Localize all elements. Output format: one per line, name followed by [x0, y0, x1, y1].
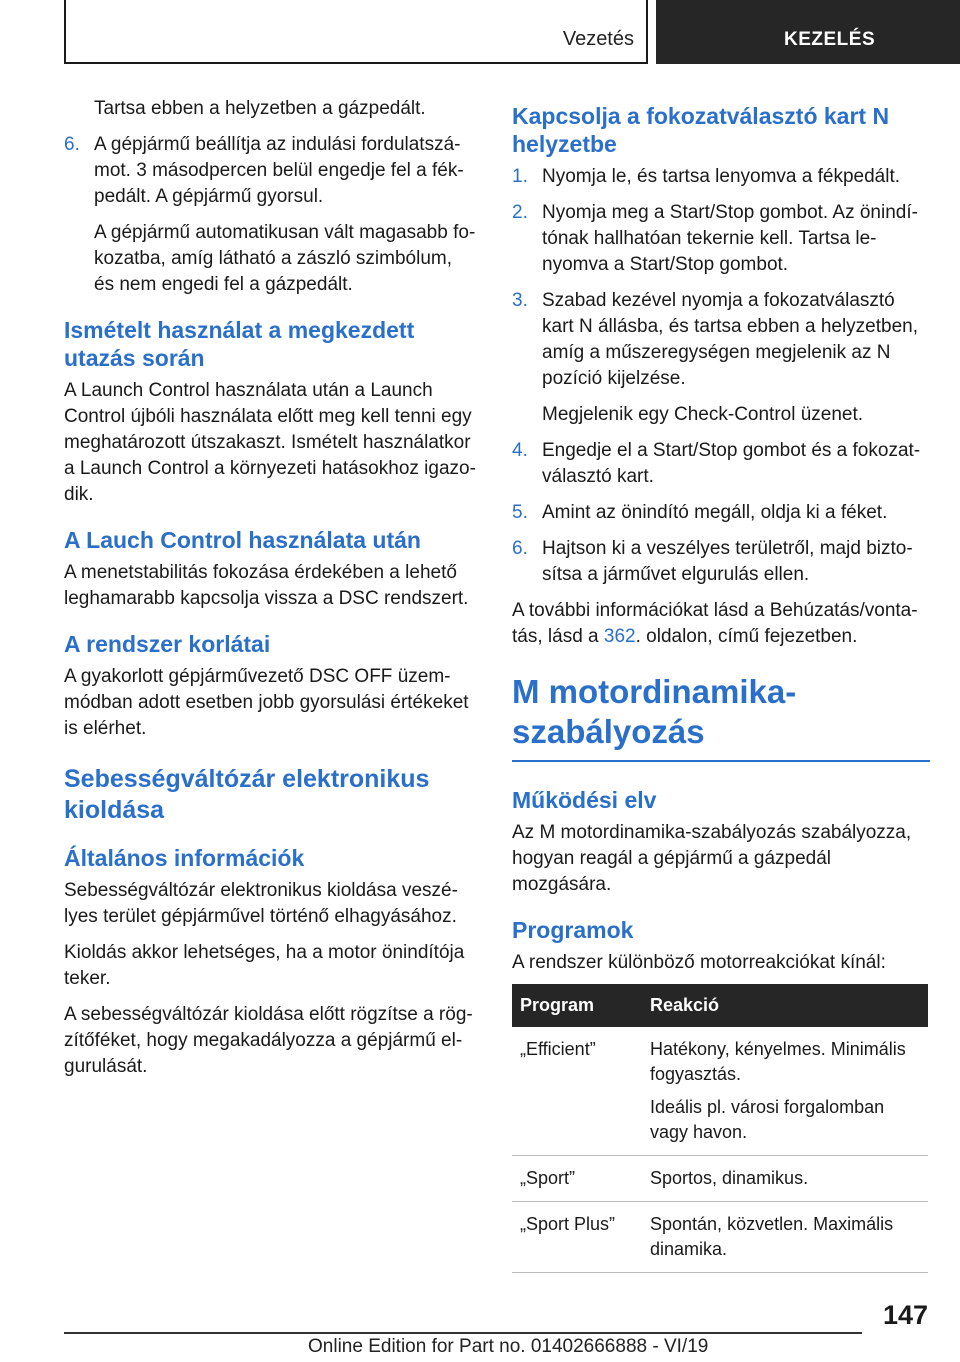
heading-operating-principle: Működési elv	[512, 787, 657, 813]
step-number: 5.	[512, 502, 528, 523]
heading-programs: Programok	[512, 917, 634, 943]
footer-divider	[64, 1332, 862, 1334]
step-text: Nyomja meg a Start/Stop gombot. Az önindítónak hallhatóan tekernie kell. Tartsa lenyomva a Start/Stop gombot.	[542, 202, 918, 275]
column-header-reaction: Reakció	[642, 984, 928, 1027]
step-number: 2.	[512, 202, 528, 223]
step-subtext: A gépjármű automatikusan vált magasabb fokozatba, amíg látható a zászló szimbólum, és nem engedi fel a gázpedált.	[94, 222, 476, 295]
step-number: 4.	[512, 440, 528, 461]
page-reference-link[interactable]: 362	[603, 626, 636, 647]
cell-program: „Sport Plus”	[512, 1202, 642, 1273]
column-header-program: Program	[512, 984, 642, 1027]
step-number: 6.	[512, 538, 528, 559]
reaction-line: Sportos, dinamikus.	[650, 1168, 809, 1188]
table-row	[512, 1027, 928, 1156]
heading-repeated-use: Ismételt használat a megkezdett utazás során	[64, 317, 415, 371]
paragraph-general-3: A sebességváltózár kioldása előtt rögzítse a rögzítőféket, hogy megakadályozza a gépjármű elgurulását.	[64, 1004, 473, 1077]
header-section-title: Vezetés	[562, 28, 634, 50]
programs-table	[512, 984, 928, 1273]
list-item	[64, 132, 476, 298]
paragraph-after-launch: A menetstabilitás fokozása érdekében a lehető leghamarabb kapcsolja vissza a DSC rendszert.	[64, 562, 469, 609]
heading-shift-to-n: Kapcsolja a fokozatválasztó kart N helyzetbe	[512, 103, 890, 157]
list-item	[512, 200, 930, 278]
table-row	[512, 1202, 928, 1273]
step-text: Szabad kezével nyomja a fokozatválasztó kart N állásba, és tartsa ebben a helyzetben, amíg a műszeregységen megjelenik az N pozíció kijelzése.	[542, 290, 919, 389]
header-section-box	[64, 0, 648, 64]
paragraph-hold-pedal: Tartsa ebben a helyzetben a gázpedált.	[94, 98, 426, 119]
reaction-line: Spontán, közvetlen. Maximális dinamika.	[650, 1214, 894, 1259]
step-number: 6.	[64, 134, 80, 155]
footer-edition: Online Edition for Part no. 01402666888 - VI/19	[308, 1336, 709, 1357]
step-text: Hajtson ki a veszélyes területről, majd biztosítsa a járművet elgurulás ellen.	[542, 538, 913, 585]
header-chapter-title: KEZELÉS	[784, 29, 876, 50]
paragraph-more-info	[512, 598, 930, 650]
cell-program: „Sport”	[512, 1156, 642, 1202]
right-column	[512, 96, 930, 1273]
cell-reaction	[642, 1027, 928, 1156]
heading-m-engine-dynamics: M motordinamika-szabályozás	[512, 672, 930, 762]
hand-pointer-icon	[0, 0, 26, 30]
heading-gear-lock-release: Sebességváltózár elektronikus kioldása	[64, 765, 430, 824]
step-subtext: Megjelenik egy Check-Control üzenet.	[542, 404, 864, 425]
more-info-text-end: . oldalon, című fejezetben.	[635, 626, 858, 647]
list-item	[512, 164, 930, 190]
heading-after-launch: A Lauch Control használata után	[64, 527, 421, 553]
cell-reaction	[642, 1202, 928, 1273]
more-info-text: A további információkat lásd a Behúzatás/vontatás, lásd a	[512, 600, 918, 647]
list-item	[512, 438, 930, 490]
step-number: 1.	[512, 166, 528, 187]
step-text: Amint az önindító megáll, oldja ki a féket.	[542, 502, 888, 523]
step-text: A gépjármű beállítja az indulási fordulatszámot. 3 másodpercen belül engedje fel a fékpedált. A gépjármű gyorsul.	[94, 134, 464, 207]
table-row	[512, 1156, 928, 1202]
paragraph-system-limits: A gyakorlott gépjárművezető DSC OFF üzemmódban adott esetben jobb gyorsulási értékeket is elérhet.	[64, 666, 469, 739]
paragraph-operating-principle: Az M motordinamika-szabályozás szabályozza, hogyan reagál a gépjármű a gázpedál mozgására.	[512, 822, 912, 895]
left-column	[64, 96, 476, 1090]
page-number: 147	[882, 1300, 928, 1330]
header-chapter-tab	[656, 0, 960, 64]
heading-system-limits: A rendszer korlátai	[64, 631, 271, 657]
paragraph-programs: A rendszer különböző motorreakciókat kínál:	[512, 952, 886, 973]
cell-reaction	[642, 1156, 928, 1202]
heading-general-info: Általános információk	[64, 845, 305, 871]
list-item	[512, 500, 930, 526]
step-number: 3.	[512, 290, 528, 311]
step-text: Engedje el a Start/Stop gombot és a fokozatválasztó kart.	[542, 440, 921, 487]
reaction-line: Hatékony, kényelmes. Minimális fogyasztás.	[650, 1039, 906, 1084]
paragraph-general-2: Kioldás akkor lehetséges, ha a motor önindítója teker.	[64, 942, 465, 989]
reaction-line: Ideális pl. városi forgalomban vagy havon.	[650, 1097, 885, 1142]
paragraph-repeated-use: A Launch Control használata után a Launch Control újbóli használata előtt meg kell tenni egy meghatározott útszakaszt. Ismételt használatkor a Launch Control a környezeti hatásokhoz igazodik.	[64, 380, 476, 505]
paragraph-general-1: Sebességváltózár elektronikus kioldása veszélyes terület gépjárművel történő elhagyásához.	[64, 880, 458, 927]
list-item	[512, 536, 930, 588]
table-header-row	[512, 984, 928, 1027]
list-item	[512, 288, 930, 428]
step-text: Nyomja le, és tartsa lenyomva a fékpedált.	[542, 166, 901, 187]
cell-program: „Efficient”	[512, 1027, 642, 1156]
